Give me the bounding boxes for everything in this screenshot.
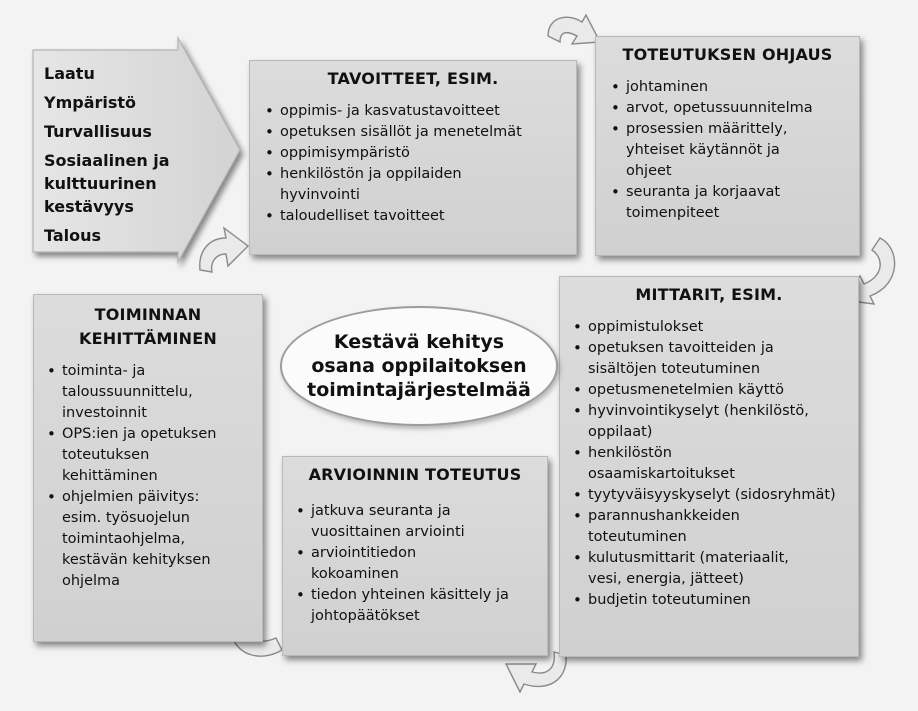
list-item-continuation: kokoaminen bbox=[311, 566, 399, 582]
list-item: • toiminta- ja bbox=[44, 361, 252, 382]
list-item: • oppimistulokset bbox=[570, 317, 848, 338]
list-item: • tyytyväisyyskyselyt (sidosryhmät) bbox=[570, 485, 848, 506]
list-item-continuation: sisältöjen toteutuminen bbox=[588, 361, 761, 377]
list-item-continuation: esim. työsuojelun bbox=[62, 510, 190, 526]
panel-kehittaminen-title-2: KEHITTÄMINEN bbox=[79, 329, 217, 348]
list-item: • johtaminen bbox=[608, 77, 847, 98]
list-item: • henkilöstön ja oppilaiden bbox=[262, 164, 564, 185]
list-item: • seuranta ja korjaavat bbox=[608, 182, 847, 203]
mittarit-list bbox=[570, 317, 848, 611]
value-sosiaalinen-2: kulttuurinen bbox=[44, 174, 157, 193]
center-title-line-1: Kestävä kehitys bbox=[333, 331, 505, 353]
list-item-continuation: taloussuunnittelu, bbox=[62, 384, 193, 400]
panel-arviointi-title: ARVIOINNIN TOTEUTUS bbox=[308, 465, 522, 484]
list-item: • tiedon yhteinen käsittely ja bbox=[293, 585, 537, 606]
list-item: • kulutusmittarit (materiaalit, bbox=[570, 548, 848, 569]
list-item-continuation: toteutuminen bbox=[588, 529, 687, 545]
list-item: • henkilöstön bbox=[570, 443, 848, 464]
list-item-continuation: toimenpiteet bbox=[626, 205, 720, 221]
panel-mittarit-title: MITTARIT, ESIM. bbox=[635, 285, 783, 304]
list-item-continuation: osaamiskartoitukset bbox=[588, 466, 735, 482]
list-item: • budjetin toteutuminen bbox=[570, 590, 848, 611]
list-item: • ohjelmien päivitys: bbox=[44, 487, 252, 508]
list-item-continuation: johtopäätökset bbox=[311, 608, 420, 624]
list-item: • hyvinvointikyselyt (henkilöstö, bbox=[570, 401, 848, 422]
connector-arrow-top bbox=[548, 15, 600, 44]
value-talous: Talous bbox=[44, 226, 102, 245]
list-item: • opetusmenetelmien käyttö bbox=[570, 380, 848, 401]
panel-ohjaus-title: TOTEUTUKSEN OHJAUS bbox=[622, 45, 833, 64]
list-item-continuation: oppilaat) bbox=[588, 424, 653, 440]
list-item: • oppimisympäristö bbox=[262, 143, 564, 164]
value-turvallisuus: Turvallisuus bbox=[44, 122, 152, 141]
value-laatu: Laatu bbox=[44, 64, 95, 83]
list-item: • oppimis- ja kasvatustavoitteet bbox=[262, 101, 564, 122]
list-item: • arviointitiedon bbox=[293, 543, 537, 564]
list-item-continuation: ohjeet bbox=[626, 163, 672, 179]
panel-tavoitteet bbox=[249, 60, 577, 255]
list-item-continuation: kestävän kehityksen bbox=[62, 552, 211, 568]
connector-arrow-bottom bbox=[506, 652, 566, 692]
ohjaus-list bbox=[608, 77, 847, 224]
panel-ohjaus bbox=[595, 36, 860, 256]
list-item: • parannushankkeiden bbox=[570, 506, 848, 527]
list-item: • opetuksen sisällöt ja menetelmät bbox=[262, 122, 564, 143]
center-title-line-3: toimintajärjestelmää bbox=[307, 379, 531, 401]
list-item-continuation: investoinnit bbox=[62, 405, 147, 421]
panel-kehittaminen bbox=[33, 294, 263, 642]
list-item-continuation: kehittäminen bbox=[62, 468, 158, 484]
list-item-continuation: vesi, energia, jätteet) bbox=[588, 571, 744, 587]
tavoitteet-list bbox=[262, 101, 564, 227]
list-item: • jatkuva seuranta ja bbox=[293, 501, 537, 522]
list-item-continuation: hyvinvointi bbox=[280, 187, 360, 203]
list-item: • prosessien määrittely, bbox=[608, 119, 847, 140]
list-item: • taloudelliset tavoitteet bbox=[262, 206, 564, 227]
list-item: • OPS:ien ja opetuksen bbox=[44, 424, 252, 445]
panel-kehittaminen-title-1: TOIMINNAN bbox=[94, 305, 202, 324]
list-item-continuation: toteutuksen bbox=[62, 447, 150, 463]
kehittaminen-list bbox=[44, 361, 252, 592]
list-item-continuation: yhteiset käytännöt ja bbox=[626, 142, 780, 158]
value-sosiaalinen-3: kestävyys bbox=[44, 197, 134, 216]
values-list bbox=[44, 62, 170, 247]
center-ellipse bbox=[280, 306, 558, 426]
list-item: • opetuksen tavoitteiden ja bbox=[570, 338, 848, 359]
arviointi-list bbox=[293, 501, 537, 627]
value-sosiaalinen-1: Sosiaalinen ja bbox=[44, 151, 170, 170]
panel-mittarit bbox=[559, 276, 859, 657]
list-item-continuation: ohjelma bbox=[62, 573, 121, 589]
connector-arrow-left bbox=[200, 228, 248, 272]
list-item-continuation: toimintaohjelma, bbox=[62, 531, 186, 547]
list-item: • arvot, opetussuunnitelma bbox=[608, 98, 847, 119]
list-item-continuation: vuosittainen arviointi bbox=[311, 524, 465, 540]
center-title-line-2: osana oppilaitoksen bbox=[311, 355, 527, 377]
panel-tavoitteet-title: TAVOITTEET, ESIM. bbox=[327, 69, 499, 88]
panel-arviointi bbox=[282, 456, 548, 656]
value-ymparisto: Ympäristö bbox=[44, 93, 137, 112]
